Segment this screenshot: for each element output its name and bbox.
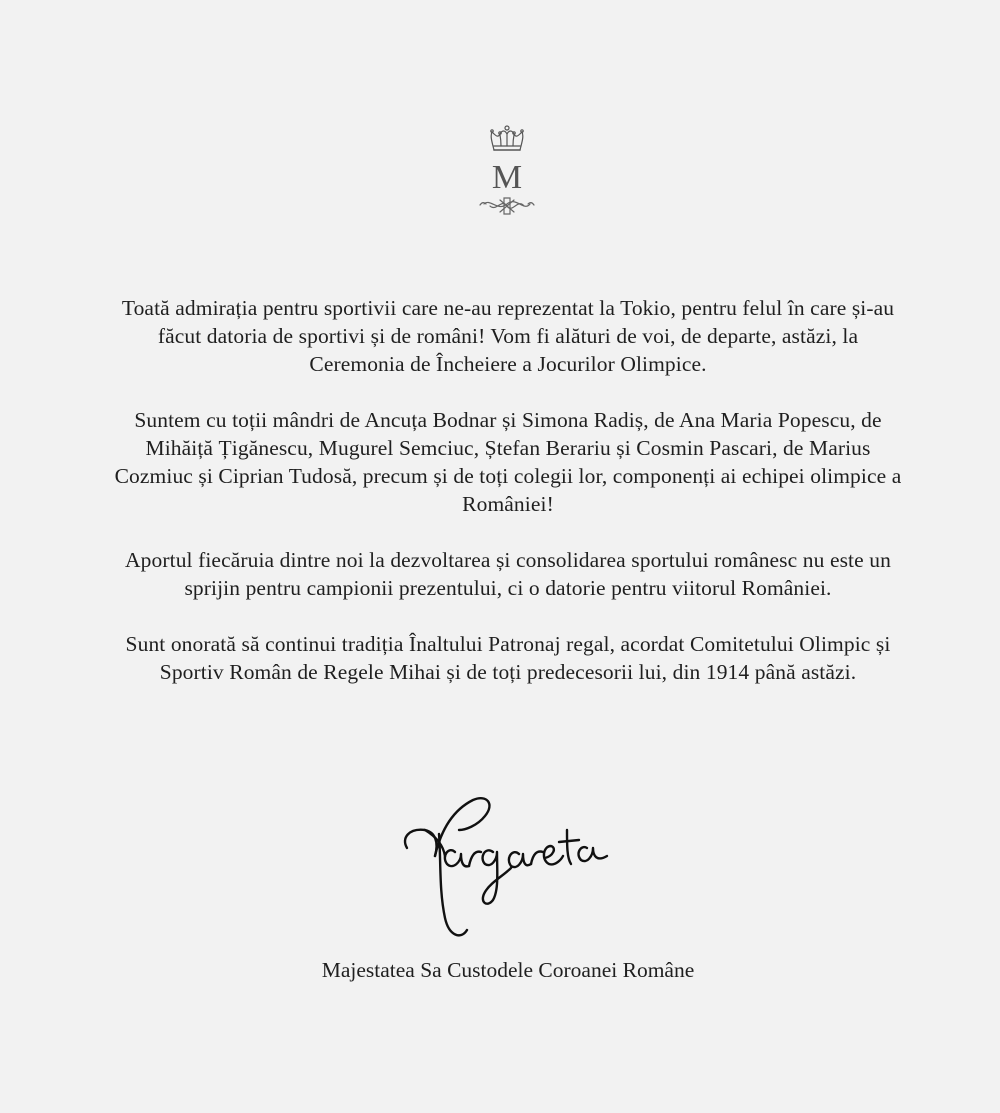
signature-title: Majestatea Sa Custodele Coroanei Române (321, 958, 695, 982)
monogram-letter: M (491, 159, 523, 196)
letter-paragraph-3: Aportul fiecăruia dintre noi la dezvoltarea și consolidarea sportului românesc nu este un sprijin pentru campionii prezentului, ci o datorie pentru viitorul României. (125, 548, 891, 600)
letter-paragraph-2: Suntem cu toții mândri de Ancuța Bodnar și Simona Radiș, de Ana Maria Popescu, de Mihăiță Țigănescu, Mugurel Semciuc, Ștefan Berariu și Cosmin Pascari, de Marius Cozmiuc și Ciprian Tudosă, precum și de toți colegii lor, componenți ai echipei olimpice a României! (114, 408, 902, 516)
handwritten-signature (395, 790, 625, 945)
letter-paragraph-4: Sunt onorată să continui tradiția Înaltului Patronaj regal, acordat Comitetului Olimpic și Sportiv Român de Regele Mihai și de toți predecesorii lui, din 1914 până astăzi. (125, 632, 891, 684)
letter-paragraph-1: Toată admirația pentru sportivii care ne-au reprezentat la Tokio, pentru felul în care și-au făcut datoria de sportivi și de români! Vom fi alături de voi, de departe, astăzi, la Ceremonia de Încheiere a Jocurilor Olimpice. (121, 296, 895, 376)
letter-body (108, 294, 908, 714)
royal-monogram-icon (470, 122, 544, 222)
